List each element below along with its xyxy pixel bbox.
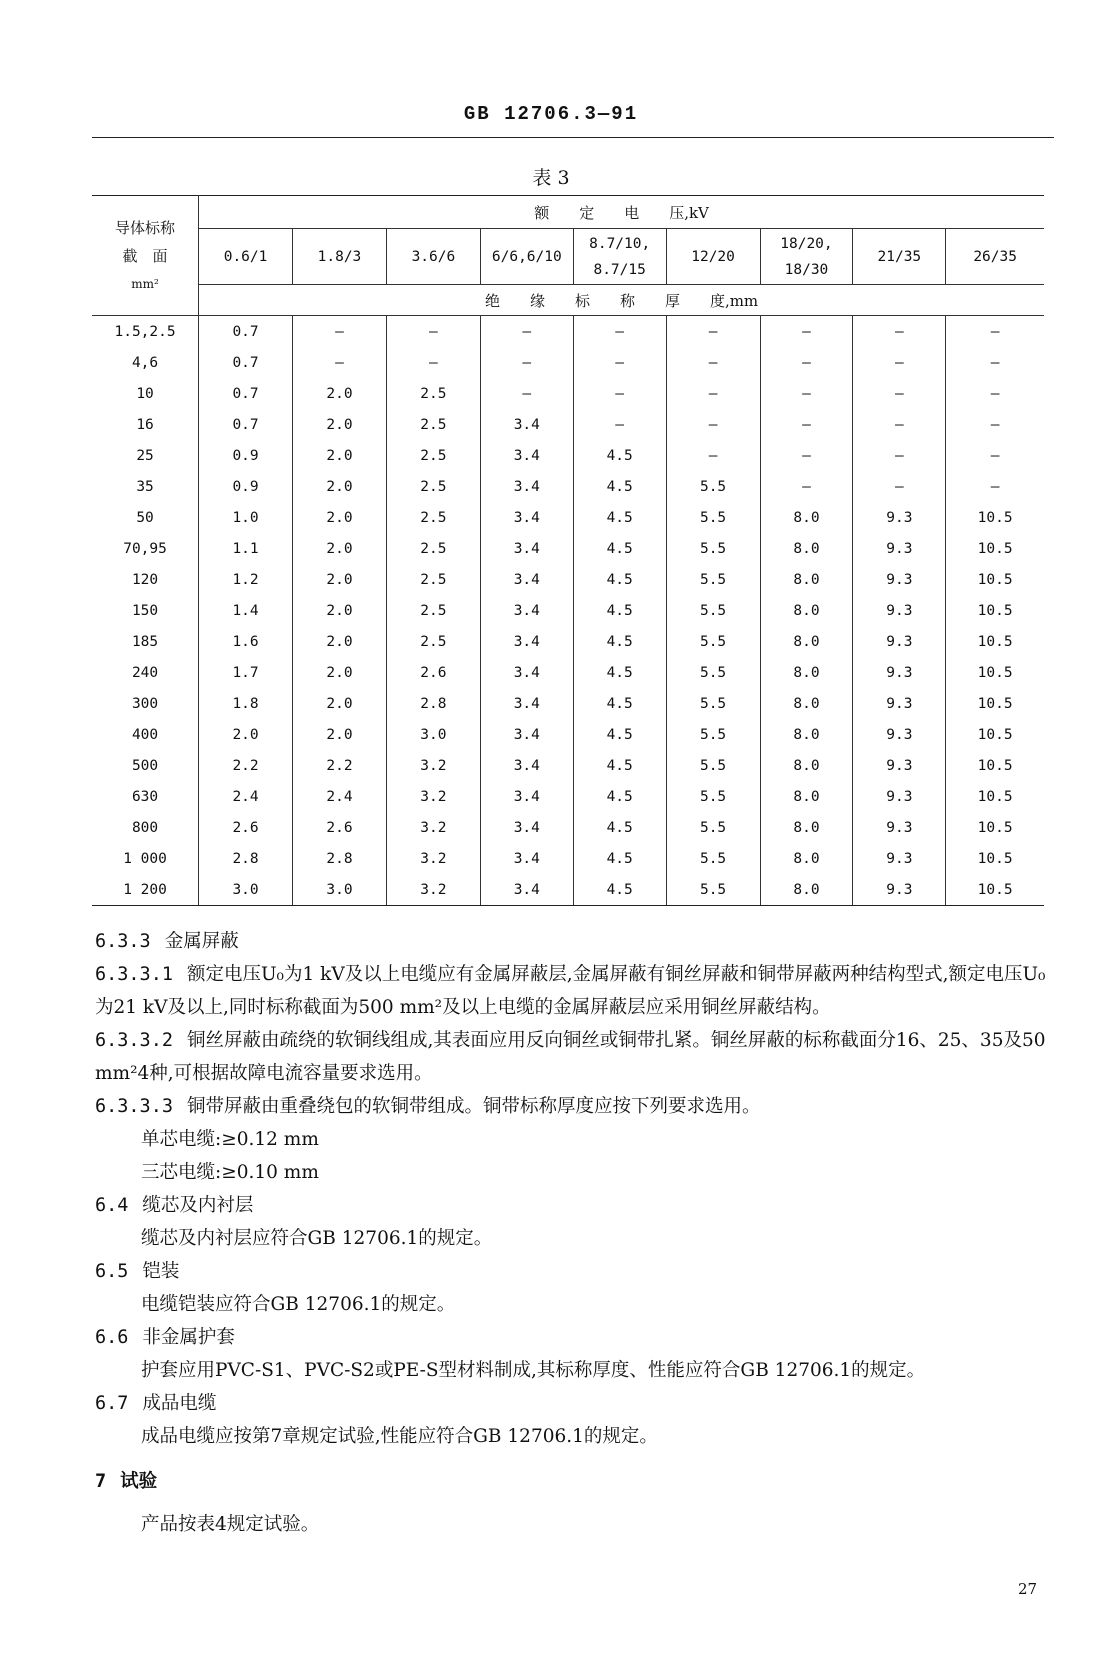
thickness-cell: 5.5: [666, 471, 760, 502]
table-row: [92, 657, 1044, 688]
cross-section-cell: 16: [136, 416, 154, 433]
thickness-cell: —: [853, 471, 946, 502]
thickness-cell: 5.5: [666, 843, 760, 874]
thickness-cell: 2.0: [293, 626, 387, 657]
thickness-cell: 10.5: [946, 564, 1044, 595]
thickness-cell: —: [386, 316, 480, 348]
thickness-cell: 5.5: [666, 812, 760, 843]
thickness-cell: —: [760, 316, 853, 348]
thickness-cell: 3.4: [480, 533, 573, 564]
table-row: [92, 812, 1044, 843]
section-6-6-text: 护套应用PVC-S1、PVC-S2或PE-S型材料制成,其标称厚度、性能应符合GB 12706.1的规定。: [141, 1360, 926, 1381]
thickness-cell: —: [573, 347, 666, 378]
thickness-cell: —: [293, 316, 387, 348]
thickness-cell: —: [853, 347, 946, 378]
section-6-5-text: 电缆铠装应符合GB 12706.1的规定。: [141, 1294, 456, 1315]
thickness-cell: 3.4: [480, 688, 573, 719]
thickness-cell: 10.5: [946, 688, 1044, 719]
thickness-cell: 8.0: [760, 502, 853, 533]
thickness-cell: 3.4: [480, 409, 573, 440]
thickness-cell: —: [666, 316, 760, 348]
thickness-cell: 9.3: [853, 688, 946, 719]
thickness-cell: 8.0: [760, 564, 853, 595]
thickness-cell: 2.2: [199, 750, 293, 781]
thickness-cell: 5.5: [666, 626, 760, 657]
thickness-cell: 4.5: [573, 564, 666, 595]
thickness-cell: 8.0: [760, 874, 853, 906]
single-core-requirement: 单芯电缆:≥0.12 mm: [141, 1129, 319, 1150]
thickness-cell: —: [480, 316, 573, 348]
thickness-cell: 4.5: [573, 874, 666, 906]
thickness-cell: 4.5: [573, 440, 666, 471]
voltage-header: 额 定 电 压,kV: [199, 196, 1044, 229]
thickness-cell: —: [853, 440, 946, 471]
section-7-text: 产品按表4规定试验。: [141, 1514, 320, 1535]
section-7-heading: 7 试验: [95, 1471, 158, 1492]
thickness-cell: 3.4: [480, 719, 573, 750]
thickness-cell: 8.0: [760, 719, 853, 750]
thickness-cell: 10.5: [946, 812, 1044, 843]
thickness-cell: 3.2: [386, 781, 480, 812]
cross-section-cell: 1 200: [92, 874, 199, 906]
thickness-cell: 2.8: [199, 843, 293, 874]
table-row: [92, 440, 1044, 471]
table-row: [92, 843, 1044, 874]
thickness-cell: 2.8: [386, 688, 480, 719]
thickness-cell: 5.5: [666, 688, 760, 719]
table-row: [92, 874, 1044, 906]
thickness-cell: 10.5: [946, 502, 1044, 533]
thickness-cell: —: [946, 347, 1044, 378]
thickness-cell: 3.0: [293, 874, 387, 906]
thickness-cell: 9.3: [853, 564, 946, 595]
thickness-cell: —: [760, 440, 853, 471]
cross-section-cell: 185: [131, 633, 159, 650]
thickness-cell: 3.4: [480, 471, 573, 502]
thickness-cell: 2.0: [293, 657, 387, 688]
table-row: [92, 719, 1044, 750]
thickness-cell: 9.3: [853, 843, 946, 874]
thickness-cell: 8.0: [760, 843, 853, 874]
cross-section-cell: 150: [131, 602, 159, 619]
thickness-cell: 9.3: [853, 657, 946, 688]
table-row: [92, 781, 1044, 812]
thickness-cell: 5.5: [666, 595, 760, 626]
thickness-cell: —: [573, 378, 666, 409]
standard-code-header: GB 12706.3—91: [463, 103, 639, 125]
voltage-column-header: 8.7/10, 8.7/15: [573, 229, 666, 285]
thickness-cell: 0.9: [199, 471, 293, 502]
table-row: [92, 564, 1044, 595]
thickness-cell: 2.0: [293, 719, 387, 750]
thickness-cell: —: [573, 409, 666, 440]
cross-section-cell: 800: [131, 819, 159, 836]
thickness-cell: —: [946, 378, 1044, 409]
thickness-cell: 3.4: [480, 781, 573, 812]
cross-section-cell: 4,6: [131, 354, 159, 371]
section-6-3-3: 6.3.3 金属屏蔽: [95, 931, 239, 952]
thickness-cell: 3.4: [480, 812, 573, 843]
cross-section-cell: 240: [131, 664, 159, 681]
thickness-cell: 9.3: [853, 533, 946, 564]
thickness-cell: 8.0: [760, 595, 853, 626]
thickness-cell: —: [946, 316, 1044, 348]
thickness-cell: 3.4: [480, 595, 573, 626]
thickness-cell: 9.3: [853, 874, 946, 906]
voltage-column-header: 6/6,6/10: [480, 229, 573, 285]
voltage-column-header: 26/35: [946, 229, 1044, 285]
thickness-cell: 1.6: [199, 626, 293, 657]
thickness-cell: —: [480, 347, 573, 378]
thickness-cell: 3.2: [386, 843, 480, 874]
cross-section-cell: 630: [131, 788, 159, 805]
thickness-cell: 2.5: [386, 409, 480, 440]
cross-section-cell: 35: [136, 478, 154, 495]
thickness-cell: 10.5: [946, 781, 1044, 812]
thickness-cell: 4.5: [573, 471, 666, 502]
thickness-cell: 2.0: [293, 471, 387, 502]
thickness-cell: 10.5: [946, 657, 1044, 688]
thickness-cell: 9.3: [853, 812, 946, 843]
thickness-cell: 4.5: [573, 626, 666, 657]
thickness-cell: 0.7: [199, 378, 293, 409]
thickness-cell: 10.5: [946, 874, 1044, 906]
thickness-cell: 8.0: [760, 688, 853, 719]
thickness-cell: —: [666, 440, 760, 471]
thickness-cell: 2.5: [386, 595, 480, 626]
section-6-3-3-3: 6.3.3.3 铜带屏蔽由重叠绕包的软铜带组成。铜带标称厚度应按下列要求选用。: [95, 1096, 761, 1117]
cross-section-cell: 120: [131, 571, 159, 588]
thickness-cell: —: [853, 316, 946, 348]
thickness-cell: 3.4: [480, 502, 573, 533]
body-text: [95, 925, 1055, 1541]
thickness-cell: —: [760, 471, 853, 502]
thickness-cell: 2.5: [386, 440, 480, 471]
table-caption: 表 3: [532, 167, 570, 189]
thickness-cell: —: [853, 409, 946, 440]
thickness-cell: 2.2: [293, 750, 387, 781]
thickness-cell: 3.2: [386, 874, 480, 906]
thickness-cell: 5.5: [666, 502, 760, 533]
stub-header-line1: 导体标称: [115, 218, 176, 237]
thickness-cell: 2.6: [386, 657, 480, 688]
thickness-cell: 4.5: [573, 781, 666, 812]
thickness-cell: 4.5: [573, 502, 666, 533]
thickness-cell: 8.0: [760, 533, 853, 564]
thickness-cell: 3.2: [386, 750, 480, 781]
thickness-cell: 2.0: [293, 564, 387, 595]
voltage-column-header: 12/20: [666, 229, 760, 285]
thickness-cell: 5.5: [666, 533, 760, 564]
thickness-cell: 4.5: [573, 688, 666, 719]
thickness-cell: 4.5: [573, 750, 666, 781]
table-row: [92, 502, 1044, 533]
thickness-cell: 4.5: [573, 595, 666, 626]
thickness-cell: 10.5: [946, 595, 1044, 626]
thickness-cell: 5.5: [666, 657, 760, 688]
thickness-cell: 2.5: [386, 564, 480, 595]
thickness-cell: 0.9: [199, 440, 293, 471]
section-6-3-3-2: 6.3.3.2 铜丝屏蔽由疏绕的软铜线组成,其表面应用反向铜丝或铜带扎紧。铜丝屏蔽的标称截面分16、25、35及50 mm²4种,可根据故障电流容量要求选用。: [95, 1030, 1046, 1084]
thickness-cell: 4.5: [573, 812, 666, 843]
thickness-cell: 9.3: [853, 719, 946, 750]
table-row: [92, 409, 1044, 440]
thickness-cell: 2.6: [293, 812, 387, 843]
thickness-cell: 2.0: [293, 688, 387, 719]
thickness-cell: 5.5: [666, 750, 760, 781]
stub-header: [92, 196, 199, 316]
thickness-cell: 3.4: [480, 440, 573, 471]
thickness-cell: 9.3: [853, 595, 946, 626]
thickness-cell: 8.0: [760, 626, 853, 657]
thickness-header: 绝 缘 标 称 厚 度,mm: [199, 285, 1044, 316]
cross-section-cell: 400: [131, 726, 159, 743]
thickness-cell: —: [293, 347, 387, 378]
thickness-cell: 3.4: [480, 750, 573, 781]
table-row: [92, 378, 1044, 409]
thickness-cell: 8.0: [760, 657, 853, 688]
thickness-cell: 3.4: [480, 843, 573, 874]
thickness-cell: 2.5: [386, 502, 480, 533]
thickness-cell: —: [946, 471, 1044, 502]
cross-section-cell: 70,95: [123, 540, 167, 557]
thickness-cell: 3.4: [480, 657, 573, 688]
voltage-column-header: 1.8/3: [293, 229, 387, 285]
thickness-cell: —: [386, 347, 480, 378]
thickness-cell: 4.5: [573, 719, 666, 750]
table-row: [92, 347, 1044, 378]
thickness-cell: 1.1: [199, 533, 293, 564]
thickness-cell: —: [760, 378, 853, 409]
thickness-cell: —: [853, 378, 946, 409]
thickness-cell: 4.5: [573, 533, 666, 564]
thickness-cell: 2.4: [293, 781, 387, 812]
thickness-cell: 10.5: [946, 626, 1044, 657]
thickness-cell: 10.5: [946, 843, 1044, 874]
thickness-cell: 5.5: [666, 564, 760, 595]
thickness-cell: 3.2: [386, 812, 480, 843]
thickness-cell: 10.5: [946, 533, 1044, 564]
cross-section-cell: 500: [131, 757, 159, 774]
thickness-cell: 5.5: [666, 719, 760, 750]
thickness-cell: 10.5: [946, 750, 1044, 781]
stub-header-line2: 截 面: [122, 246, 168, 265]
thickness-cell: 2.0: [293, 595, 387, 626]
table-row: [92, 595, 1044, 626]
voltage-column-header: 21/35: [853, 229, 946, 285]
thickness-cell: 1.2: [199, 564, 293, 595]
thickness-cell: 8.0: [760, 781, 853, 812]
thickness-cell: —: [666, 378, 760, 409]
thickness-cell: 2.6: [199, 812, 293, 843]
section-6-7-heading: 6.7 成品电缆: [95, 1393, 217, 1414]
voltage-column-header: 0.6/1: [199, 229, 293, 285]
three-core-requirement: 三芯电缆:≥0.10 mm: [141, 1162, 319, 1183]
thickness-cell: 9.3: [853, 626, 946, 657]
insulation-thickness-table: [92, 195, 1044, 906]
thickness-cell: 0.7: [199, 347, 293, 378]
thickness-cell: 9.3: [853, 750, 946, 781]
section-6-3-3-1: 6.3.3.1 额定电压U₀为1 kV及以上电缆应有金属屏蔽层,金属屏蔽有铜丝屏蔽和铜带屏蔽两种结构型式,额定电压U₀为21 kV及以上,同时标称截面为500 mm²及以上电缆的金属屏蔽层应采用铜丝屏蔽结构。: [95, 964, 1046, 1018]
table-row: [92, 750, 1044, 781]
thickness-cell: 5.5: [666, 874, 760, 906]
thickness-cell: 10.5: [946, 719, 1044, 750]
thickness-cell: 2.5: [386, 471, 480, 502]
thickness-cell: —: [666, 347, 760, 378]
thickness-cell: 0.7: [199, 409, 293, 440]
voltage-column-header: 3.6/6: [386, 229, 480, 285]
table-row: [92, 316, 1044, 348]
thickness-cell: 3.4: [480, 626, 573, 657]
table-row: [92, 688, 1044, 719]
section-6-5-heading: 6.5 铠装: [95, 1261, 180, 1282]
thickness-cell: 2.5: [386, 378, 480, 409]
thickness-cell: —: [946, 440, 1044, 471]
thickness-cell: 2.8: [293, 843, 387, 874]
thickness-cell: 2.0: [293, 440, 387, 471]
thickness-cell: 2.0: [199, 719, 293, 750]
thickness-cell: 1.7: [199, 657, 293, 688]
thickness-cell: —: [480, 378, 573, 409]
stub-header-unit: mm²: [131, 276, 159, 291]
thickness-cell: 1.0: [199, 502, 293, 533]
thickness-cell: 2.0: [293, 533, 387, 564]
thickness-cell: 2.4: [199, 781, 293, 812]
table-row: [92, 533, 1044, 564]
thickness-cell: 1.8: [199, 688, 293, 719]
section-6-4-heading: 6.4 缆芯及内衬层: [95, 1195, 254, 1216]
section-6-7-text: 成品电缆应按第7章规定试验,性能应符合GB 12706.1的规定。: [141, 1426, 658, 1447]
thickness-cell: 4.5: [573, 843, 666, 874]
table-row: [92, 471, 1044, 502]
cross-section-cell: 50: [136, 509, 154, 526]
thickness-cell: 3.0: [386, 719, 480, 750]
cross-section-cell: 25: [136, 447, 154, 464]
thickness-cell: 3.4: [480, 874, 573, 906]
thickness-cell: 9.3: [853, 781, 946, 812]
thickness-cell: 5.5: [666, 781, 760, 812]
thickness-cell: 0.7: [199, 316, 293, 348]
cross-section-cell: 300: [131, 695, 159, 712]
section-6-6-heading: 6.6 非金属护套: [95, 1327, 235, 1348]
thickness-cell: —: [946, 409, 1044, 440]
table-row: [92, 626, 1044, 657]
thickness-cell: 2.0: [293, 378, 387, 409]
thickness-cell: 3.4: [480, 564, 573, 595]
header-rule: [92, 137, 1054, 138]
thickness-cell: 2.5: [386, 626, 480, 657]
thickness-cell: —: [573, 316, 666, 348]
thickness-cell: —: [760, 347, 853, 378]
page-number: 27: [1018, 1580, 1038, 1598]
thickness-cell: —: [760, 409, 853, 440]
thickness-cell: 2.0: [293, 409, 387, 440]
section-6-4-text: 缆芯及内衬层应符合GB 12706.1的规定。: [141, 1228, 493, 1249]
cross-section-cell: 1.5,2.5: [114, 323, 176, 340]
thickness-cell: 8.0: [760, 750, 853, 781]
thickness-cell: 4.5: [573, 657, 666, 688]
thickness-cell: 2.0: [293, 502, 387, 533]
thickness-cell: 9.3: [853, 502, 946, 533]
thickness-cell: 8.0: [760, 812, 853, 843]
cross-section-cell: 1 000: [123, 850, 167, 867]
cross-section-cell: 10: [136, 385, 154, 402]
thickness-cell: —: [666, 409, 760, 440]
thickness-cell: 3.0: [199, 874, 293, 906]
thickness-cell: 1.4: [199, 595, 293, 626]
thickness-cell: 2.5: [386, 533, 480, 564]
voltage-column-header: 18/20, 18/30: [760, 229, 853, 285]
